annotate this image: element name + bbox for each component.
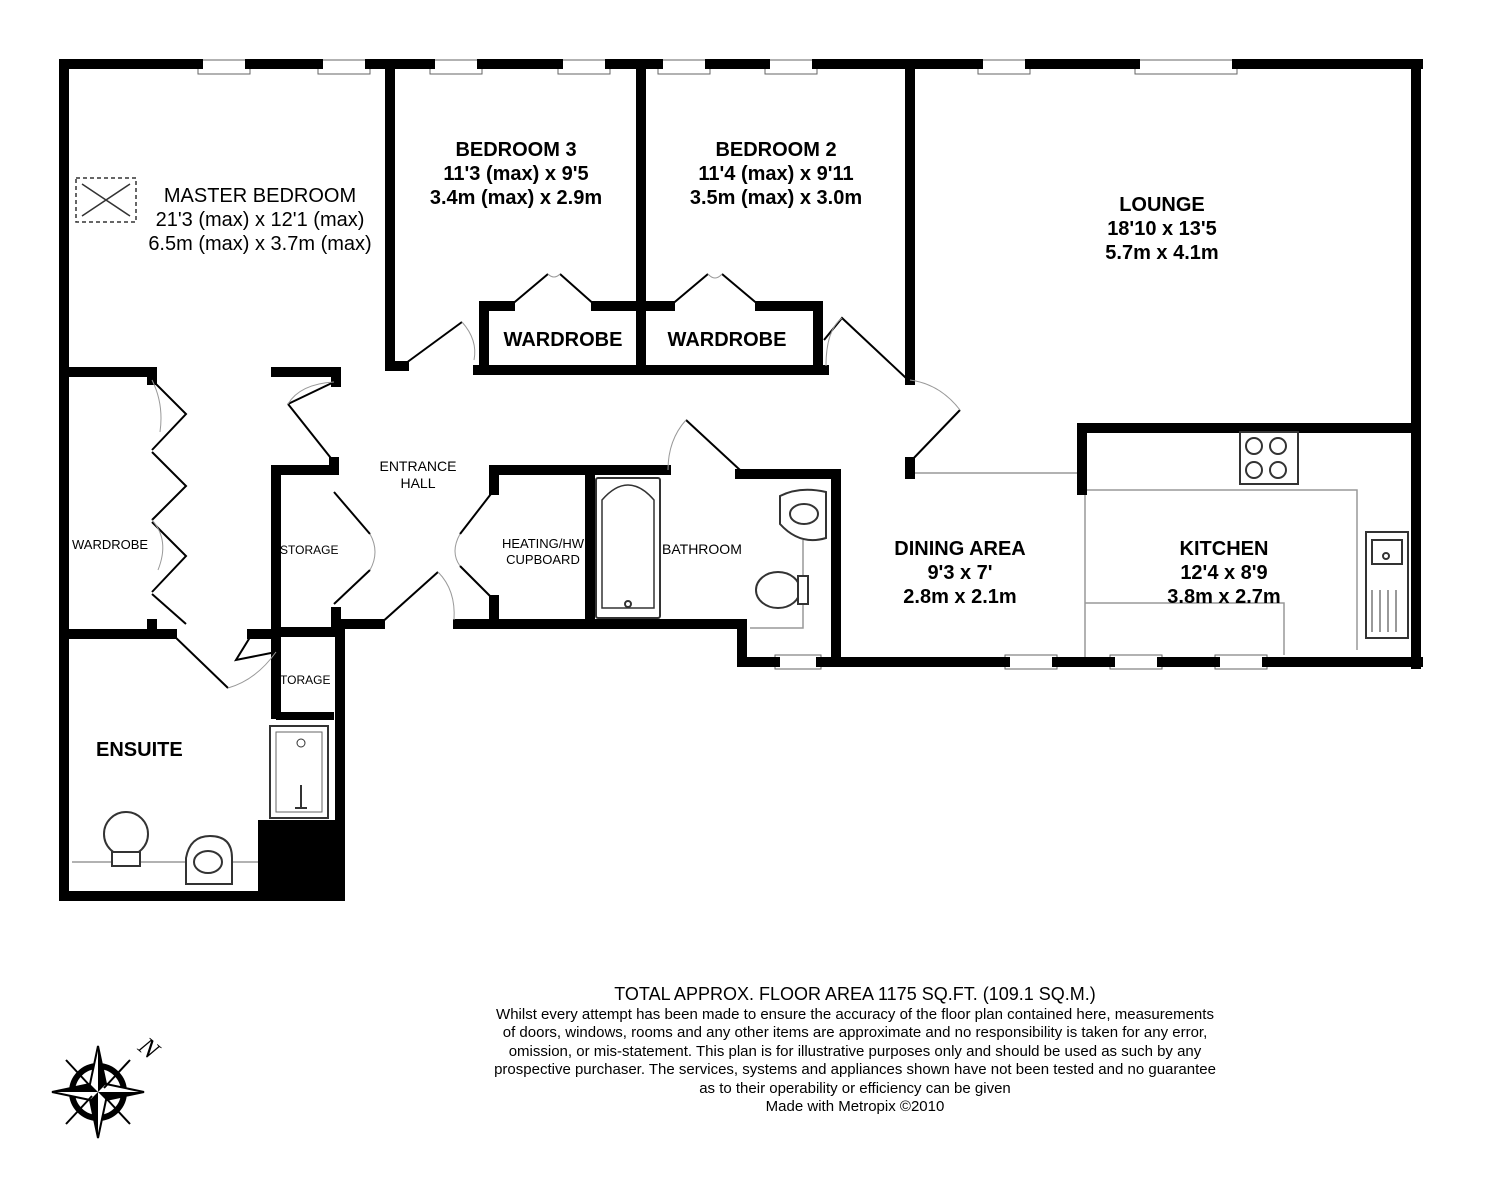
room-size-imperial: 18'10 x 13'5 [1107,218,1217,240]
credit: Made with Metropix ©2010 [765,1098,945,1115]
room-size-imperial: 21'3 (max) x 12'1 (max) [155,209,365,231]
room-name: ENSUITE [96,739,183,761]
room-lounge [1062,193,1262,265]
room-size-metric: 2.8m x 2.1m [903,586,1017,608]
room-name: LOUNGE [1119,194,1205,216]
room-kitchen [1124,537,1324,609]
room-name-line2: HALL [400,474,436,491]
room-entrance-hall [366,458,470,492]
room-name: MASTER BEDROOM [163,185,357,207]
room-name-line1: ENTRANCE [379,458,457,474]
room-size-metric: 3.4m (max) x 2.9m [429,187,603,209]
room-master-bedroom [140,184,380,256]
disclaimer-line: of doors, windows, rooms and any other items are approximate and no responsibility is taken for any error, [502,1024,1208,1041]
compass-icon [52,1046,144,1138]
label-line1: HEATING/HW [501,536,585,551]
label-line2: CUPBOARD [506,551,580,567]
room-bathroom: BATHROOM [662,541,742,557]
skylight-icon [76,178,136,222]
room-size-imperial: 9'3 x 7' [927,562,993,584]
room-name: DINING AREA [894,538,1026,560]
ensuite-sanitary [104,812,232,884]
room-size-imperial: 11'4 (max) x 9'11 [698,163,854,185]
wardrobe-bedroom2-label: WARDROBE [667,329,787,351]
room-size-imperial: 11'3 (max) x 9'5 [443,163,589,185]
room-name: BEDROOM 2 [715,139,837,161]
north-label: N [132,1031,165,1065]
room-size-metric: 5.7m x 4.1m [1105,242,1219,264]
storage-hall-label: STORAGE [280,543,339,557]
room-ensuite [96,738,183,762]
room-name: BEDROOM 3 [455,139,577,161]
floor-plan-footer [380,985,1330,1117]
ensuite-fixtures [258,712,340,896]
room-name: KITCHEN [1179,538,1269,560]
wardrobe-master-label: WARDROBE [72,537,149,552]
room-size-metric: 3.5m (max) x 3.0m [689,187,863,209]
room-dining-area [860,537,1060,609]
heating-cupboard-label [496,536,590,567]
total-area: TOTAL APPROX. FLOOR AREA 1175 SQ.FT. (109.1 SQ.M.) [614,984,1096,1004]
disclaimer-line: prospective purchaser. The services, systems and appliances shown have not been tested and no guarantee [494,1061,1216,1078]
fixtures [72,473,1357,862]
wardrobe-bedroom3-label: WARDROBE [503,329,623,351]
storage-ensuite-label: STORAGE [272,673,331,687]
room-size-imperial: 12'4 x 8'9 [1180,562,1268,584]
room-size-metric: 3.8m x 2.7m [1167,586,1281,608]
room-size-metric: 6.5m (max) x 3.7m (max) [148,233,372,255]
disclaimer-line: omission, or mis-statement. This plan is for illustrative purposes only and should be used as such by any [508,1042,1202,1060]
disclaimer-line: Whilst every attempt has been made to ensure the accuracy of the floor plan contained here, measurements [496,1005,1214,1023]
room-bedroom3 [404,138,628,210]
room-bedroom2 [664,138,888,210]
disclaimer-line: as to their operability or efficiency can be given [699,1079,1011,1097]
